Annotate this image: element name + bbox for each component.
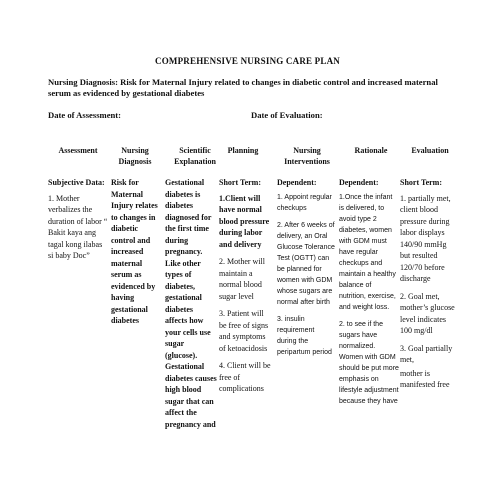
date-of-evaluation-label: Date of Evaluation: bbox=[251, 110, 323, 120]
scientific-explanation-column bbox=[165, 177, 217, 436]
interventions-column bbox=[277, 177, 335, 364]
nursing-diagnosis-column bbox=[111, 177, 163, 333]
evaluation-column bbox=[400, 177, 456, 397]
assessment-heading: Subjective Data: bbox=[48, 178, 105, 187]
rationale-heading: Dependent: bbox=[339, 178, 379, 187]
header-assessment: Assessment bbox=[58, 146, 98, 155]
planning-column bbox=[219, 177, 273, 401]
date-of-assessment-label: Date of Assessment: bbox=[48, 110, 122, 120]
page-title: COMPREHENSIVE NURSING CARE PLAN bbox=[155, 56, 340, 66]
planning-item-3: 3. Patient will be free of signs and symptoms of ketoacidosis bbox=[219, 309, 269, 353]
scientific-explanation-text: Gestational diabetes is diabetes diagnosed for the first time during pregnancy. Like other types of diabetes, gestational diabetes affects how your cells use sugar (glucose). Gestational diabetes causes high blood sugar that can affect the pregnancy and bbox=[165, 178, 217, 429]
planning-heading: Short Term: bbox=[219, 178, 261, 187]
nursing-diagnosis-statement: Nursing Diagnosis: Risk for Maternal Injury related to changes in diabetic control and increased maternal serum as evidenced by gestational diabetes bbox=[48, 77, 438, 98]
evaluation-heading: Short Term: bbox=[400, 178, 442, 187]
interventions-heading: Dependent: bbox=[277, 178, 317, 187]
evaluation-item-3: 3. Goal partially met, bbox=[400, 343, 453, 364]
rationale-column bbox=[339, 177, 399, 413]
evaluation-item-1: 1. partially met, client blood pressure during labor displays 140/90 mmHg but resulted 120/70 before discharge bbox=[400, 193, 451, 283]
interventions-item-3: 3. insulin requirement during the peripartum period bbox=[277, 316, 332, 356]
assessment-column bbox=[48, 177, 108, 268]
assessment-text: 1. Mother verbalizes the duration of labor “ Bakit kaya ang tagal kong ilabas si baby Doc” bbox=[48, 193, 108, 260]
header-scientific-explanation: Scientific Explanation bbox=[174, 146, 216, 166]
header-planning: Planning bbox=[227, 146, 259, 155]
header-nursing-interventions: Nursing Interventions bbox=[284, 146, 330, 166]
planning-item-1: 1.Client will have normal blood pressure during labor and delivery bbox=[219, 193, 270, 249]
nursing-diagnosis-text: Risk for Maternal Injury relates to changes in diabetic control and increased maternal serum as evidenced by having gestational diabetes bbox=[111, 178, 158, 325]
planning-item-4: 4. Client will be free of complications bbox=[219, 361, 271, 393]
header-rationale: Rationale bbox=[354, 146, 388, 155]
header-nursing-diagnosis: Nursing Diagnosis bbox=[118, 146, 152, 166]
evaluation-item-4: mother is manifested free bbox=[400, 368, 450, 389]
planning-item-2: 2. Mother will maintain a normal blood sugar level bbox=[219, 257, 265, 301]
evaluation-item-2: 2. Goal met, mother’s glucose level indicates 100 mg/dl bbox=[400, 291, 455, 335]
rationale-item-1: 1.Once the infant is delivered, to avoid type 2 diabetes, women with GDM must have regular checkups and maintain a healthy balance of nutrition, exercise, and weight loss. bbox=[339, 194, 396, 311]
header-evaluation: Evaluation bbox=[411, 146, 449, 155]
interventions-item-1: 1. Appoint regular checkups bbox=[277, 194, 332, 212]
rationale-item-2: 2. to see if the sugars have normalized. Women with GDM should be put more emphasis on lifestyle adjustment because they have bbox=[339, 321, 399, 405]
interventions-item-2: 2. After 6 weeks of delivery, an Oral Glucose Tolerance Test (OGTT) can be planned for women with GDM whose sugars are normal after birth bbox=[277, 222, 335, 306]
